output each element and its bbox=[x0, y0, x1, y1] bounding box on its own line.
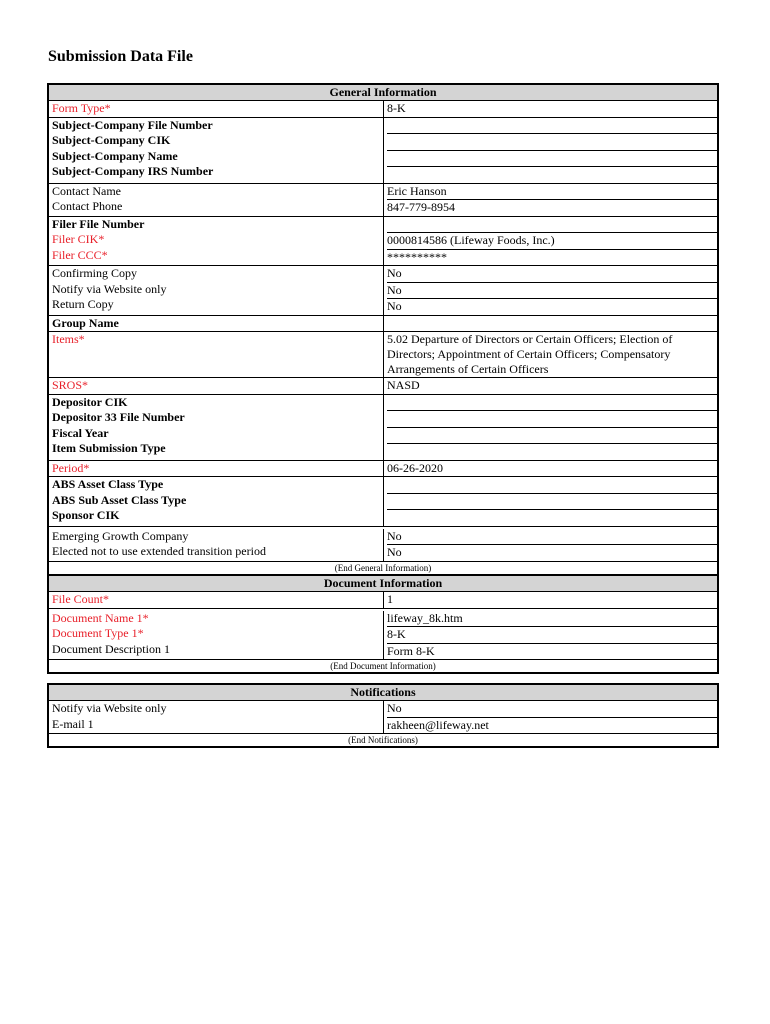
filer-ccc-label: Filer CCC* bbox=[52, 247, 108, 262]
group-name-label: Group Name bbox=[49, 316, 384, 332]
document-type-label: Document Type 1* bbox=[52, 626, 144, 640]
filer-ccc-value: ********** bbox=[387, 249, 447, 264]
abs-asset-class-value bbox=[387, 477, 717, 494]
document-description-value: Form 8-K bbox=[387, 643, 435, 658]
contact-group bbox=[49, 184, 717, 217]
section-header: General Information bbox=[49, 85, 717, 101]
document-description-label: Document Description 1 bbox=[52, 641, 170, 656]
elected-transition-label: Elected not to use extended transition period bbox=[52, 544, 266, 558]
subject-company-file-number-label: Subject-Company File Number bbox=[52, 117, 213, 132]
notifications-section bbox=[47, 683, 719, 748]
emerging-growth-label: Emerging Growth Company bbox=[52, 528, 189, 543]
copies-group bbox=[49, 266, 717, 316]
fiscal-year-value bbox=[387, 428, 717, 445]
form-type-value: 8-K bbox=[387, 101, 406, 115]
depositor-cik-value bbox=[387, 395, 717, 412]
item-submission-type-label: Item Submission Type bbox=[52, 441, 166, 455]
form-type-label: Form Type* bbox=[49, 101, 384, 117]
confirming-copy-value: No bbox=[387, 266, 717, 283]
filer-group bbox=[49, 217, 717, 267]
fiscal-year-label: Fiscal Year bbox=[52, 425, 109, 440]
document-information-section bbox=[47, 574, 719, 674]
subject-company-cik-label: Subject-Company CIK bbox=[52, 133, 171, 147]
table-row bbox=[49, 461, 717, 478]
contact-name-label: Contact Name bbox=[52, 183, 121, 198]
contact-phone-label: Contact Phone bbox=[52, 199, 123, 213]
document-type-value: 8-K bbox=[387, 627, 717, 644]
items-label: Items* bbox=[49, 332, 384, 377]
document-name-value: lifeway_8k.htm bbox=[387, 611, 717, 628]
email-label: E-mail 1 bbox=[52, 716, 94, 731]
subject-company-irs-label: Subject-Company IRS Number bbox=[52, 164, 214, 178]
table-row bbox=[49, 101, 717, 118]
abs-asset-class-label: ABS Asset Class Type bbox=[52, 477, 164, 491]
emerging-growth-value: No bbox=[387, 529, 717, 546]
abs-sub-asset-class-value bbox=[387, 494, 717, 511]
filer-cik-value: 0000814586 (Lifeway Foods, Inc.) bbox=[387, 233, 717, 250]
notify-website-value: No bbox=[387, 283, 717, 300]
sponsor-cik-label: Sponsor CIK bbox=[52, 508, 120, 522]
period-value: 06-26-2020 bbox=[387, 460, 443, 475]
sros-value: NASD bbox=[387, 378, 420, 392]
items-value: 5.02 Departure of Directors or Certain Officers; Election of Directors; Appointment of Certain Officers; Compensatory Arrangements of Certain Officers bbox=[387, 332, 673, 376]
contact-name-value: Eric Hanson bbox=[387, 184, 717, 201]
subject-company-irs-value bbox=[387, 167, 717, 183]
subject-company-name-label: Subject-Company Name bbox=[52, 148, 178, 163]
sros-label: SROS* bbox=[49, 378, 384, 394]
table-row bbox=[49, 592, 717, 609]
item-submission-type-value bbox=[387, 444, 717, 460]
depositor-33-value bbox=[387, 411, 717, 428]
notify-website-label: Notify via Website only bbox=[52, 281, 167, 296]
notify-website-label: Notify via Website only bbox=[52, 701, 167, 715]
filer-file-number-label: Filer File Number bbox=[52, 216, 145, 231]
confirming-copy-label: Confirming Copy bbox=[52, 266, 138, 280]
table-row bbox=[49, 332, 717, 378]
filer-file-number-value bbox=[387, 217, 717, 234]
section-footer: (End Document Information) bbox=[49, 659, 717, 672]
abs-sub-asset-class-label: ABS Sub Asset Class Type bbox=[52, 492, 187, 507]
return-copy-label: Return Copy bbox=[52, 297, 114, 311]
file-count-label: File Count* bbox=[49, 592, 384, 608]
table-row bbox=[49, 378, 717, 395]
notify-website-value: No bbox=[387, 701, 717, 718]
notifications-group bbox=[49, 701, 717, 733]
abs-group bbox=[49, 477, 717, 527]
growth-group bbox=[49, 527, 717, 561]
subject-company-cik-value bbox=[387, 134, 717, 151]
subject-company-file-number-value bbox=[387, 118, 717, 135]
general-information-section bbox=[47, 83, 719, 576]
table-row bbox=[49, 316, 717, 333]
email-value: rakheen@lifeway.net bbox=[387, 717, 489, 732]
subject-company-name-value bbox=[387, 151, 717, 168]
section-header: Document Information bbox=[49, 576, 717, 592]
file-count-value: 1 bbox=[387, 592, 393, 606]
subject-company-group bbox=[49, 118, 717, 184]
filer-cik-label: Filer CIK* bbox=[52, 232, 105, 246]
elected-transition-value: No bbox=[387, 545, 402, 559]
sponsor-cik-value bbox=[387, 510, 717, 526]
section-footer: (End Notifications) bbox=[49, 733, 717, 746]
group-name-value bbox=[384, 316, 717, 332]
depositor-group bbox=[49, 395, 717, 461]
contact-phone-value: 847-779-8954 bbox=[387, 200, 455, 214]
document-group bbox=[49, 609, 717, 660]
return-copy-value: No bbox=[387, 299, 402, 313]
period-label: Period* bbox=[49, 461, 384, 477]
depositor-cik-label: Depositor CIK bbox=[52, 394, 128, 409]
document-name-label: Document Name 1* bbox=[52, 610, 149, 625]
depositor-33-label: Depositor 33 File Number bbox=[52, 410, 185, 424]
section-footer: (End General Information) bbox=[49, 561, 717, 574]
section-header: Notifications bbox=[49, 685, 717, 701]
page-title: Submission Data File bbox=[48, 48, 193, 65]
